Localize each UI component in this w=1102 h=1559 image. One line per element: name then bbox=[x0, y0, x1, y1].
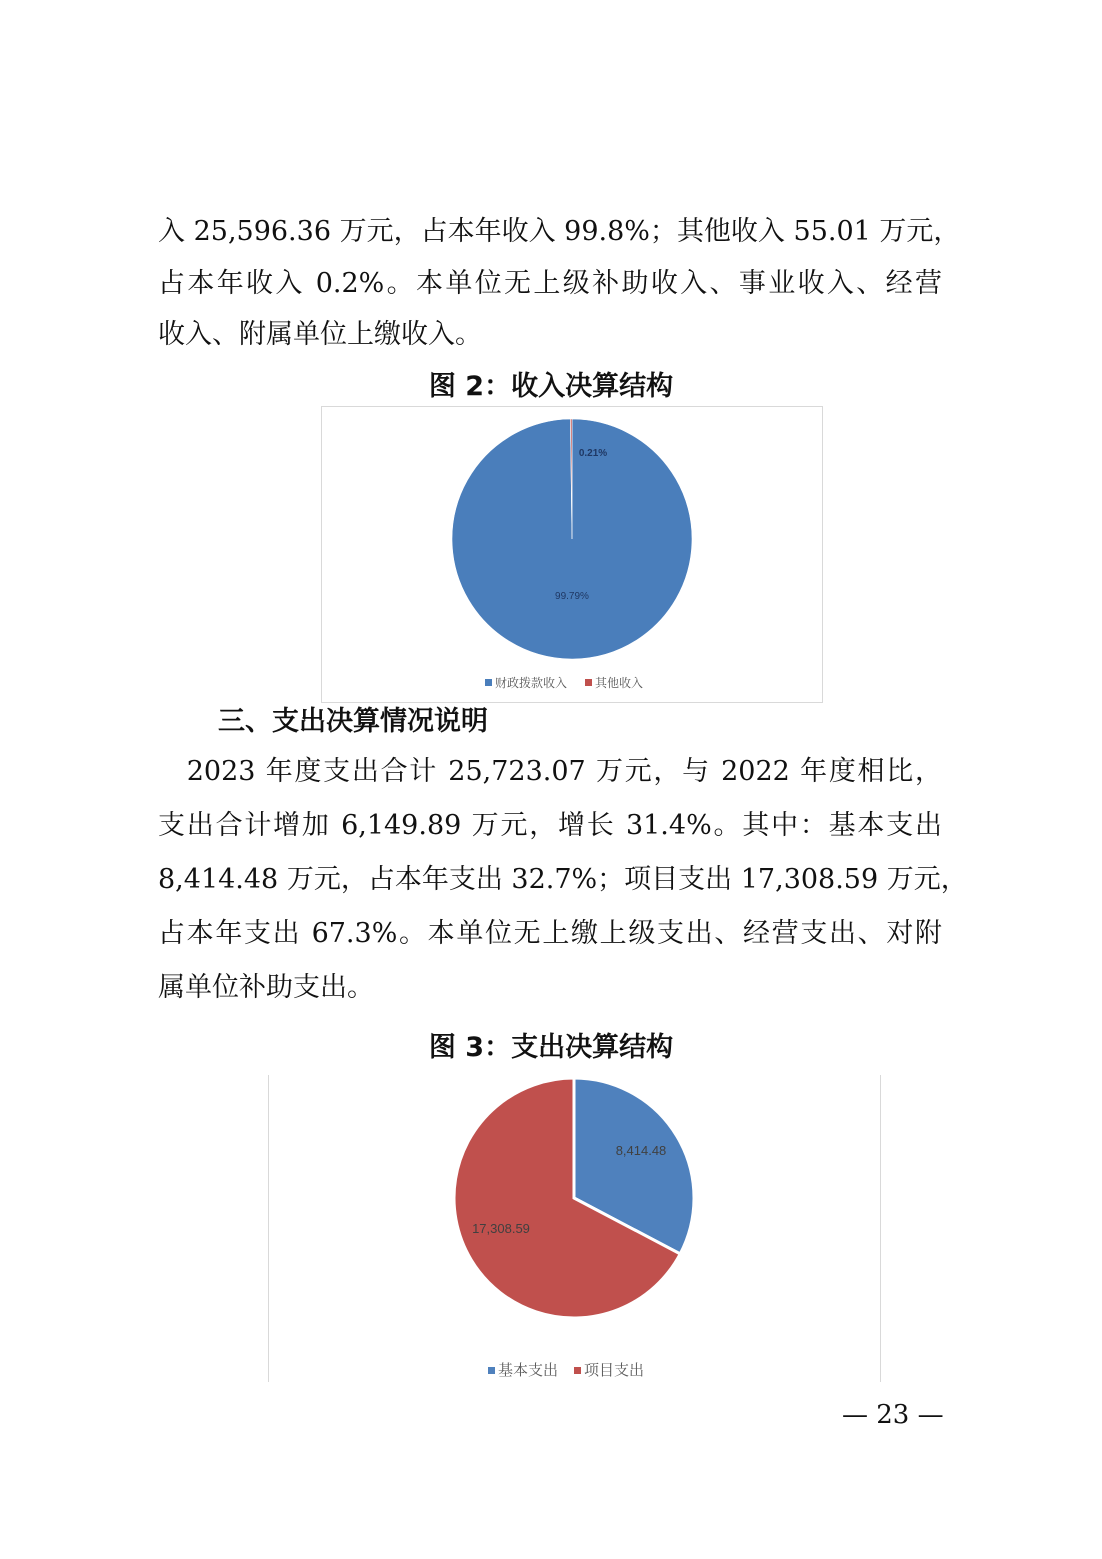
para2-line: 占本年支出 67.3%。本单位无上缴上级支出、经营支出、对附 bbox=[158, 918, 942, 949]
legend-label: 项目支出 bbox=[584, 1362, 645, 1379]
legend bbox=[488, 1361, 644, 1379]
legend-swatch bbox=[574, 1367, 581, 1374]
legend-label: 财政拨款收入 bbox=[495, 676, 568, 690]
page-number: — 23 — bbox=[842, 1400, 944, 1430]
legend-swatch bbox=[585, 679, 592, 686]
legend-swatch bbox=[488, 1367, 495, 1374]
data-label: 99.79% bbox=[555, 591, 589, 602]
figure2-caption: 图 2：收入决算结构 bbox=[428, 371, 674, 402]
expenditure-pie-chart bbox=[268, 1075, 881, 1382]
income-pie-chart bbox=[321, 406, 823, 703]
legend-swatch bbox=[485, 679, 492, 686]
data-label: 17,308.59 bbox=[472, 1221, 530, 1236]
legend-label: 基本支出 bbox=[498, 1362, 559, 1379]
para1-line: 收入、附属单位上缴收入。 bbox=[158, 319, 482, 350]
para1-line: 入 25,596.36 万元，占本年收入 99.8%；其他收入 55.01 万元， bbox=[158, 216, 961, 247]
para2-line: 2023 年度支出合计 25,723.07 万元，与 2022 年度相比， bbox=[158, 756, 942, 787]
para1-line: 占本年收入 0.2%。本单位无上级补助收入、事业收入、经营 bbox=[158, 268, 942, 299]
figure3-caption: 图 3：支出决算结构 bbox=[428, 1032, 674, 1063]
para2-line: 8,414.48 万元，占本年支出 32.7%；项目支出 17,308.59 万元， bbox=[158, 864, 968, 895]
section-heading: 三、支出决算情况说明 bbox=[218, 706, 488, 737]
legend bbox=[485, 675, 643, 690]
data-label: 8,414.48 bbox=[615, 1143, 667, 1158]
legend-label: 其他收入 bbox=[595, 676, 644, 690]
para2-line: 支出合计增加 6,149.89 万元，增长 31.4%。其中：基本支出 bbox=[158, 810, 942, 841]
para2-line: 属单位补助支出。 bbox=[158, 972, 374, 1003]
data-label: 0.21% bbox=[578, 448, 608, 459]
